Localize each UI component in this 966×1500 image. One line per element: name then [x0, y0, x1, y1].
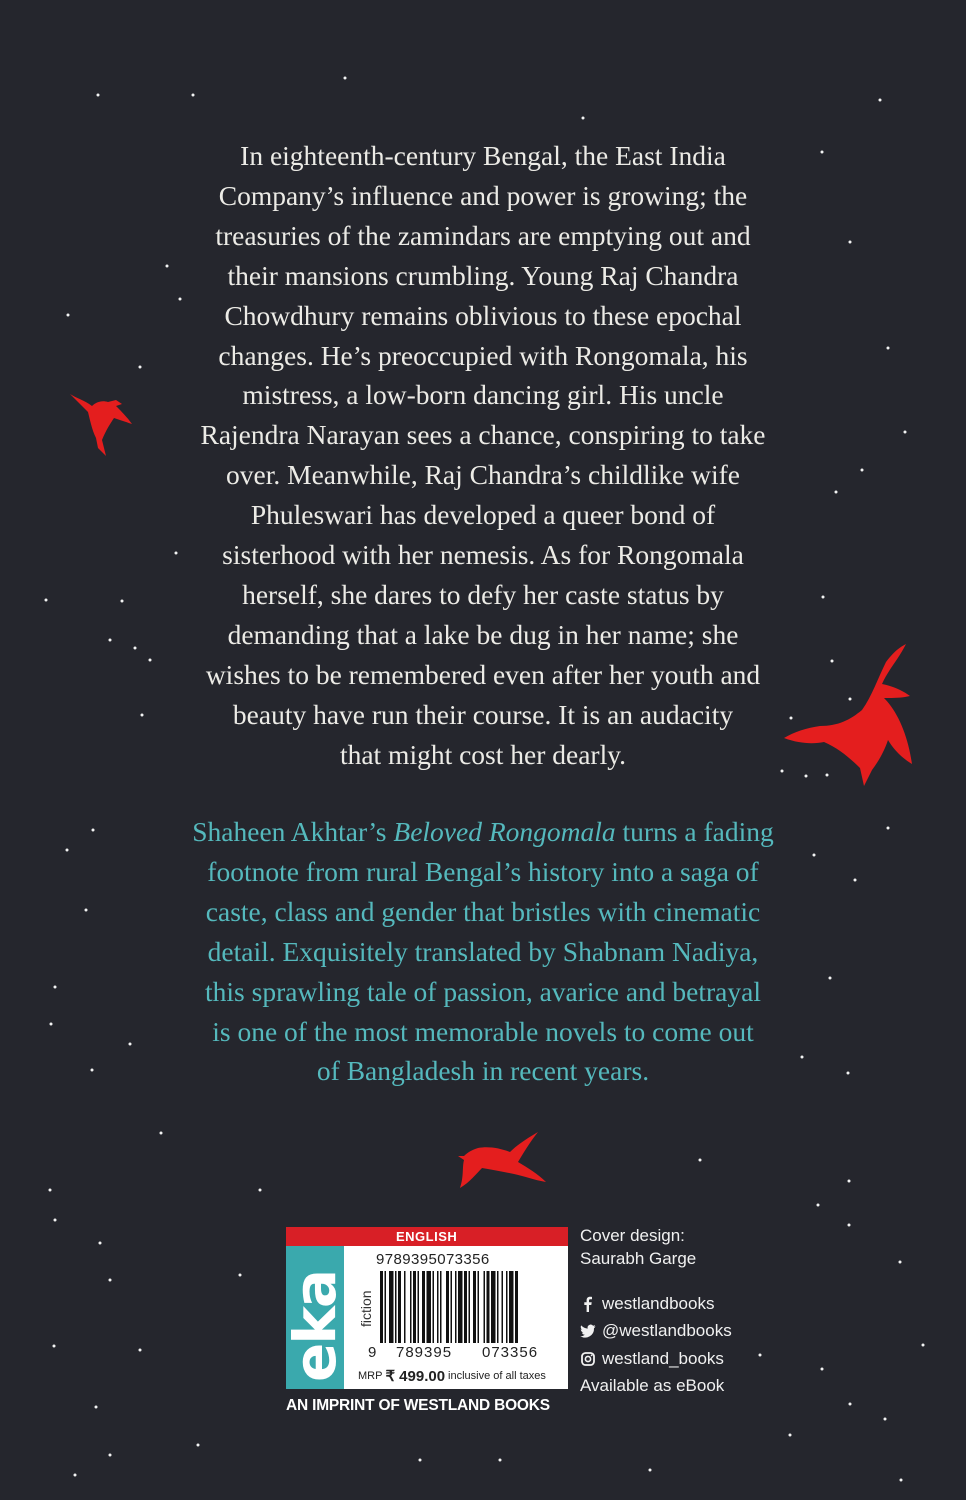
blurb-line: beauty have run their course. It is an audacity: [232, 698, 734, 730]
star: [848, 1180, 851, 1183]
star: [904, 431, 907, 434]
imprint-text: AN IMPRINT OF WESTLAND BOOKS: [286, 1397, 550, 1414]
star: [91, 1069, 94, 1072]
blurb-paragraph-2: [160, 812, 806, 1091]
blurb-line: treasuries of the zamindars are emptying out and: [215, 219, 751, 251]
star: [139, 1349, 142, 1352]
bird-silhouette-icon: [66, 390, 136, 460]
star: [822, 596, 825, 599]
star: [849, 241, 852, 244]
barcode-bar: [491, 1271, 496, 1343]
star: [50, 1023, 53, 1026]
eka-logo: eka: [281, 1270, 349, 1382]
twitter-handle: @westlandbooks: [602, 1321, 732, 1341]
star: [884, 1418, 887, 1421]
star: [197, 1444, 200, 1447]
star: [582, 117, 585, 120]
barcode-bar: [422, 1271, 425, 1343]
blurb-line: this sprawling tale of passion, avarice and betrayal: [205, 975, 761, 1007]
cover-design-label: Cover design:: [580, 1226, 685, 1245]
barcode-bar: [515, 1271, 518, 1343]
star: [121, 600, 124, 603]
star: [887, 347, 890, 350]
instagram-link[interactable]: [580, 1345, 732, 1373]
barcode-bar: [413, 1271, 416, 1343]
price-row: [358, 1367, 546, 1387]
star: [899, 1261, 902, 1264]
barcode-bar: [385, 1271, 387, 1343]
blurb-line: herself, she dares to defy her caste status by: [242, 578, 724, 610]
blurb-line: footnote from rural Bengal’s history into a saga of: [207, 855, 759, 887]
star: [66, 849, 69, 852]
star: [344, 77, 347, 80]
blurb-line: is one of the most memorable novels to come out: [212, 1015, 754, 1047]
blurb-line: Phuleswari has developed a queer bond of: [250, 499, 716, 531]
isbn-number: 9789395073356: [376, 1251, 490, 1268]
star: [900, 1479, 903, 1482]
tax-note: inclusive of all taxes: [448, 1370, 546, 1382]
blurb-line: caste, class and gender that bristles with cinematic: [205, 895, 761, 927]
instagram-handle: westland_books: [602, 1348, 724, 1368]
star: [829, 977, 832, 980]
star: [129, 1043, 132, 1046]
star: [835, 491, 838, 494]
ebook-availability: Available as eBook: [580, 1376, 725, 1396]
star: [813, 854, 816, 857]
genre-label: fiction: [358, 1290, 374, 1327]
star: [861, 469, 864, 472]
star: [649, 1469, 652, 1472]
barcode-bar: [497, 1271, 499, 1343]
isbn-barcode-box: [281, 1227, 568, 1389]
star: [887, 827, 890, 830]
blurb-paragraph-1: [160, 136, 806, 775]
designer-name: Saurabh Garge: [580, 1249, 697, 1268]
mrp-label: MRP: [358, 1370, 383, 1382]
star: [109, 639, 112, 642]
star: [699, 1159, 702, 1162]
star: [53, 1345, 56, 1348]
barcode-bar: [433, 1271, 435, 1343]
star: [879, 99, 882, 102]
barcode-bar: [487, 1271, 490, 1343]
cover-credits: [580, 1224, 696, 1270]
language-label: ENGLISH: [396, 1229, 458, 1244]
star: [922, 1344, 925, 1347]
blurb-line: Rajendra Narayan sees a chance, conspiring to take: [200, 419, 766, 451]
blurb-line: [160, 812, 806, 852]
isbn-digit-group: 073356: [482, 1344, 539, 1361]
star: [141, 714, 144, 717]
star: [97, 94, 100, 97]
bird-silhouette-icon: [456, 1130, 548, 1192]
blurb-line: Company’s influence and power is growing; the: [218, 179, 748, 211]
blurb-text: turns a fading: [615, 816, 774, 847]
barcode-bar: [410, 1271, 412, 1343]
star: [54, 1219, 57, 1222]
blurb-line: their mansions crumbling. Young Raj Chandra: [227, 259, 739, 291]
star: [99, 1242, 102, 1245]
barcode-bar: [437, 1271, 439, 1343]
barcode-bar: [464, 1271, 467, 1343]
star: [239, 1274, 242, 1277]
book-title: Beloved Rongomala: [393, 816, 616, 847]
star: [192, 94, 195, 97]
barcode-bar: [398, 1271, 401, 1343]
author-name: Shaheen Akhtar’s: [192, 816, 394, 847]
ebook-note: [580, 1373, 732, 1401]
bird-silhouette-icon: [780, 640, 915, 790]
star: [109, 1454, 112, 1457]
barcode-bar: [427, 1271, 432, 1343]
barcode-bar: [469, 1271, 471, 1343]
instagram-icon: [580, 1351, 596, 1367]
star: [821, 151, 824, 154]
blurb-line: over. Meanwhile, Raj Chandra’s childlike wife: [226, 459, 740, 491]
facebook-icon: [580, 1296, 596, 1312]
facebook-link[interactable]: [580, 1290, 732, 1318]
star: [759, 1354, 762, 1357]
barcode-bar: [458, 1271, 463, 1343]
star: [54, 986, 57, 989]
blurb-line: wishes to be remembered even after her youth and: [205, 658, 761, 690]
blurb-line: Chowdhury remains oblivious to these epochal: [224, 299, 742, 331]
price-value: ₹ 499.00: [385, 1368, 446, 1385]
blurb-line: sisterhood with her nemesis. As for Rongomala: [222, 539, 744, 571]
twitter-link[interactable]: [580, 1318, 732, 1346]
blurb-line: mistress, a low-born dancing girl. His uncle: [242, 379, 724, 411]
isbn-digit-group: 9: [368, 1344, 377, 1361]
star: [789, 1434, 792, 1437]
barcode-bar: [484, 1271, 486, 1343]
blurb-line: detail. Exquisitely translated by Shabnam Nadiya,: [207, 935, 759, 967]
barcode-bar: [440, 1271, 442, 1343]
star: [74, 1474, 77, 1477]
facebook-handle: westlandbooks: [602, 1293, 715, 1313]
blurb-line: changes. He’s preoccupied with Rongomala, his: [218, 339, 748, 371]
star: [139, 366, 142, 369]
social-links: [580, 1290, 732, 1400]
star: [49, 1189, 52, 1192]
star: [45, 599, 48, 602]
barcode-bar: [404, 1271, 406, 1343]
star: [92, 829, 95, 832]
barcode-bar: [473, 1271, 476, 1343]
star: [149, 659, 152, 662]
star: [821, 1368, 824, 1371]
barcode-bar: [380, 1271, 383, 1343]
star: [109, 1279, 112, 1282]
star: [259, 1189, 262, 1192]
star: [817, 1204, 820, 1207]
star: [848, 1224, 851, 1227]
blurb-line: of Bangladesh in recent years.: [316, 1055, 650, 1087]
star: [85, 909, 88, 912]
barcode-bar: [502, 1271, 504, 1343]
blurb-line: demanding that a lake be dug in her name; she: [227, 618, 739, 650]
star: [160, 1132, 163, 1135]
barcode: [380, 1271, 560, 1343]
star: [849, 1403, 852, 1406]
publisher-logo-band: [281, 1246, 349, 1389]
barcode-bar: [506, 1271, 508, 1343]
barcode-bar: [478, 1271, 480, 1343]
blurb-line: that might cost her dearly.: [339, 738, 627, 770]
twitter-icon: [580, 1323, 596, 1339]
isbn-digit-group: 789395: [396, 1344, 453, 1361]
language-band: [286, 1227, 568, 1246]
star: [854, 879, 857, 882]
star: [95, 1406, 98, 1409]
star: [847, 1072, 850, 1075]
barcode-bar: [395, 1271, 397, 1343]
star: [419, 1459, 422, 1462]
star: [134, 647, 137, 650]
star: [67, 314, 70, 317]
barcode-bar: [389, 1271, 394, 1343]
star: [499, 1459, 502, 1462]
barcode-bar: [509, 1271, 514, 1343]
blurb-line: In eighteenth-century Bengal, the East India: [240, 140, 726, 171]
barcode-bar: [418, 1271, 420, 1343]
barcode-bar: [451, 1271, 453, 1343]
barcode-bar: [446, 1271, 449, 1343]
barcode-bar: [455, 1271, 457, 1343]
